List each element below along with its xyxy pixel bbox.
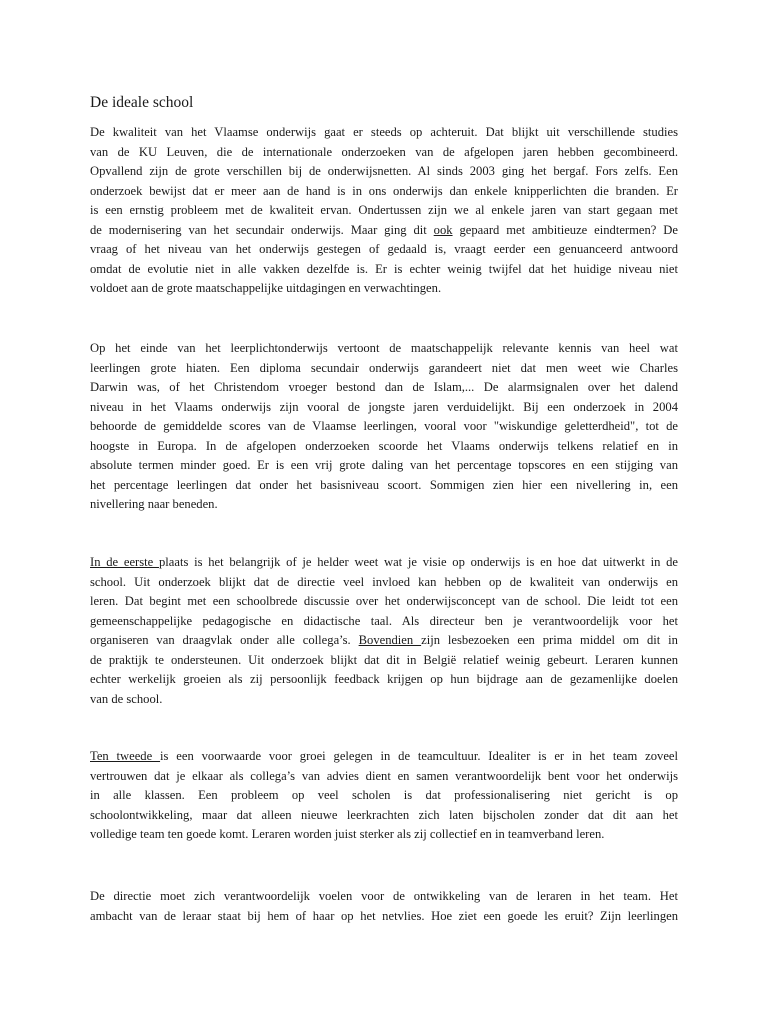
text-line: Opvallend zijn de grote verschillen bij de onderwijsnetten. Al sinds 2003 ging het bergaf. Fors zelfs. Een (90, 164, 678, 178)
text-line: het percentage leerlingen dat onder het basisniveau scoort. Sommigen zien hier een nivellering in, een (90, 477, 678, 492)
text-line: absolute termen minder goed. Er is een vrij grote daling van het percentage topscores en een stijging van (90, 458, 678, 472)
paragraph-2 (90, 339, 678, 515)
text-line: nivellering naar beneden. (90, 497, 218, 511)
text-line: vertrouwen dat je elkaar als collega’s van advies dient en samen verantwoordelijk bent voor het onderwijs (90, 768, 678, 783)
text-line: behoorde de gemiddelde scores van de Vlaamse leerlingen, vooral voor "wiskundige geletterdheid", tot de (90, 419, 678, 433)
text-line: van de school. (90, 691, 163, 706)
document-title: De ideale school (90, 94, 194, 111)
text-line: schoolontwikkeling, maar dat alleen nieuwe leerkrachten zich laten bijscholen zonder dat dit aan het (90, 807, 678, 822)
text-line: ambacht van de leraar staat bij hem of haar op het netvlies. Hoe ziet een goede les eruit? Zijn leerlingen (90, 908, 678, 923)
text-line: vraag of het niveau van het onderwijs gestegen of gedaald is, vraagt eerder een genuanceerd antwoord (90, 242, 678, 256)
text-line: De kwaliteit van het Vlaamse onderwijs gaat er steeds op achteruit. Dat blijkt uit verschillende studies (90, 125, 678, 139)
text-line: Darwin was, of het Christendom vroeger bestond dan de Islam,... De alarmsignalen over het dalend (90, 380, 678, 394)
text-line: leren. Dat begint met een schoolbrede discussie over het onderwijsconcept van de school. Die leidt tot een (90, 594, 678, 608)
paragraph-5 (90, 887, 678, 926)
text-line: organiseren van draagvlak onder alle collega’s. Bovendien zijn lesbezoeken een prima middel om dit in (90, 633, 678, 647)
text-line: is een ernstig probleem met de kwaliteit ervan. Ondertussen zijn we al enkele jaren van start gegaan met (90, 203, 678, 217)
text-line: Op het einde van het leerplichtonderwijs vertoont de maatschappelijk relevante kennis van heel wat (90, 341, 678, 355)
paragraph-1 (90, 123, 678, 299)
text-line: voldoet aan de grote maatschappelijke uitdagingen en verwachtingen. (90, 281, 442, 295)
text-line: volledige team ten goede komt. Leraren worden juist sterker als zij collectief en in teamverband leren. (90, 827, 605, 841)
text-line: echter werkelijk groeien als zij persoonlijk feedback krijgen op hun bijdrage aan de gezamenlijke doelen (90, 672, 678, 686)
text-line: onderzoek bewijst dat er meer aan de hand is in ons onderwijs dan enkele knipperlichten die branden. Er (90, 183, 678, 198)
text-line: De directie moet zich verantwoordelijk voelen voor de ontwikkeling van de leraren in het team. Het (90, 889, 678, 903)
text-line: gemeenschappelijke pedagogische en didactische taal. Als directeur ben je verantwoordelijk voor het (90, 613, 678, 628)
paragraph-4 (90, 747, 678, 845)
text-line: leerlingen grote hiaten. Een diploma secundair onderwijs garandeert niet dat men weet wie Charles (90, 360, 678, 375)
text-line: hoogste in Europa. In de afgelopen onderzoeken scoorde het Vlaams onderwijs telkens relatief en in (90, 438, 678, 453)
text-line: omdat de evolutie niet in alle vakken dezelfde is. Er is echter weinig twijfel dat het huidige niveau niet (90, 261, 678, 276)
text-line: niveau in het Vlaams onderwijs zijn vooral de jongste jaren verduidelijkt. Bij een onderzoek in 2004 (90, 399, 678, 414)
paragraph-3 (90, 553, 678, 709)
text-line: school. Uit onderzoek blijkt dat de directie veel invloed kan hebben op de kwaliteit van onderwijs en (90, 574, 678, 589)
text-line: Ten tweede is een voorwaarde voor groei gelegen in de teamcultuur. Idealiter is er in het team zoveel (90, 749, 678, 763)
text-line: In de eerste plaats is het belangrijk of je helder weet wat je visie op onderwijs is en hoe dat uitwerkt in de (90, 555, 679, 569)
text-line: in alle klassen. Een probleem op veel scholen is dat professionalisering niet gericht is op (90, 788, 678, 802)
text-line: de praktijk te ondersteunen. Uit onderzoek blijkt dat dit in België relatief weinig gebeurt. Leraren kunnen (90, 652, 678, 667)
text-line: van de KU Leuven, die de internationale onderzoeken van de afgelopen jaren hebben gecombineerd. (90, 144, 678, 159)
text-line: de modernisering van het secundair onderwijs. Maar ging dit ook gepaard met ambitieuze eindtermen? De (90, 222, 678, 237)
